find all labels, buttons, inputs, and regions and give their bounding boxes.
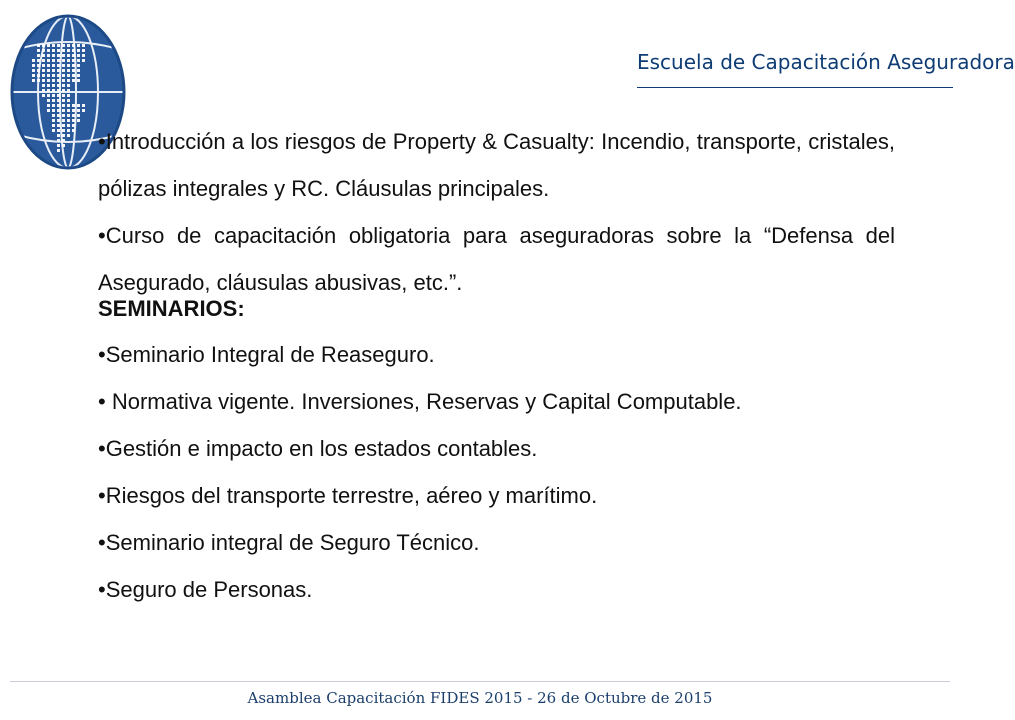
logo-dot [67,94,70,97]
logo-dot [72,109,75,112]
logo-dot [62,109,65,112]
logo-dot [52,69,55,72]
logo-dot [57,104,60,107]
footer-divider [10,681,950,682]
logo-dot [72,124,75,127]
logo-dot [32,74,35,77]
logo-dot [77,114,80,117]
logo-dot [77,79,80,82]
logo-dot [52,79,55,82]
logo-dot [57,144,60,147]
logo-dot [52,84,55,87]
logo-dot [67,99,70,102]
intro-item-course [98,212,895,306]
logo-dot [62,114,65,117]
logo-dot [67,119,70,122]
logo-dot [77,54,80,57]
logo-dot [57,74,60,77]
logo-dot [67,134,70,137]
logo-dot [47,89,50,92]
globe-logo-icon [8,12,100,172]
logo-dot [32,64,35,67]
logo-dot [47,49,50,52]
logo-dot [52,109,55,112]
logo-dot [52,59,55,62]
logo-dot [37,54,40,57]
seminar-item: •Seminario Integral de Reaseguro. [98,342,435,367]
logo-dot [57,149,60,152]
logo-dot [67,64,70,67]
logo-dot [67,109,70,112]
header-divider [637,87,953,88]
logo-dot [57,109,60,112]
logo-dot [32,79,35,82]
logo-dot [62,74,65,77]
logo-dot [72,104,75,107]
logo-dot [47,104,50,107]
logo-dot [42,54,45,57]
footer-text: Asamblea Capacitación FIDES 2015 - 26 de Octubre de 2015 [247,689,713,707]
logo-dot [77,59,80,62]
logo-dot [67,54,70,57]
logo-dot [67,84,70,87]
logo-dot [47,44,50,47]
logo-dot [52,44,55,47]
logo-dot [52,74,55,77]
logo-dot [52,114,55,117]
logo-dot [62,89,65,92]
logo-dot [57,84,60,87]
logo-dot [62,104,65,107]
logo-dot [62,119,65,122]
logo-dot [62,99,65,102]
logo-dot [62,124,65,127]
logo-dot [57,54,60,57]
intro-item-text: Introducción a los riesgos de Property & Casualty: Incendio, transporte, cristales, pólizas integrales y RC. Cláusulas principales. [98,129,895,201]
logo-dot [47,59,50,62]
logo-dot [82,49,85,52]
logo-dot [42,89,45,92]
seminars-list [98,331,895,613]
logo-dot [72,44,75,47]
logo-dot [52,124,55,127]
intro-item-text: Curso de capacitación obligatoria para aseguradoras sobre la “Defensa del Asegurado, cláusulas abusivas, etc.”. [98,223,895,295]
logo-dot [47,99,50,102]
logo-dot [62,49,65,52]
logo-dot [37,64,40,67]
logo-dot [37,79,40,82]
logo-dot [62,129,65,132]
seminars-heading: SEMINARIOS: [98,296,245,321]
logo-dot [67,89,70,92]
logo-dot [57,119,60,122]
logo-dot [72,74,75,77]
logo-dot [32,59,35,62]
logo-dot [42,64,45,67]
logo-dot [82,109,85,112]
logo-dot [72,49,75,52]
logo-dot [62,79,65,82]
logo-dot [67,124,70,127]
seminar-item: • Normativa vigente. Inversiones, Reservas y Capital Computable. [98,389,742,414]
logo-dot [62,64,65,67]
logo-dot [67,44,70,47]
logo-dot [72,114,75,117]
logo-dot [42,59,45,62]
logo-dot [37,59,40,62]
bullet: • [98,129,106,154]
logo-dot [52,104,55,107]
logo-dot [57,99,60,102]
logo-dot [77,64,80,67]
logo-dot [62,84,65,87]
logo-dot [47,94,50,97]
logo-dot [42,94,45,97]
logo-dot [57,94,60,97]
logo-dot [67,129,70,132]
logo-dot [72,59,75,62]
logo-dot [72,64,75,67]
logo-dot [57,44,60,47]
logo-dot [77,119,80,122]
logo-dot [77,49,80,52]
logo-dot [32,69,35,72]
logo-dot [57,59,60,62]
logo-dot [57,79,60,82]
logo-dot [37,69,40,72]
logo-dot [77,44,80,47]
logo-dot [57,49,60,52]
logo-dot [62,69,65,72]
logo-dot [47,74,50,77]
logo-dot [57,114,60,117]
logo-dot [52,49,55,52]
logo-dot [42,44,45,47]
logo-dot [52,54,55,57]
logo-dot [47,64,50,67]
logo-dot [77,69,80,72]
logo-dot [67,74,70,77]
logo-dot [62,94,65,97]
logo-dot [62,139,65,142]
logo-dot [62,59,65,62]
logo-dot [77,104,80,107]
logo-dot [42,74,45,77]
logo-dot [67,69,70,72]
seminar-item: •Riesgos del transporte terrestre, aéreo y marítimo. [98,483,598,508]
logo-dot [67,104,70,107]
logo-dot [77,74,80,77]
seminar-item: •Seminario integral de Seguro Técnico. [98,530,480,555]
logo-dot [62,144,65,147]
logo-dot [52,129,55,132]
logo-dot [57,69,60,72]
logo-dot [42,49,45,52]
header-title: Escuela de Capacitación Aseguradora [637,50,1015,74]
logo-dot [67,49,70,52]
logo-dot [42,69,45,72]
logo-dot [67,114,70,117]
logo-dot [62,44,65,47]
logo-dot [82,104,85,107]
logo-dot [72,119,75,122]
logo-dot [37,44,40,47]
logo-dot [62,134,65,137]
logo-dot [57,124,60,127]
logo-dot [37,49,40,52]
seminar-item: •Seguro de Personas. [98,577,313,602]
logo-dot [52,64,55,67]
logo-dot [57,134,60,137]
logo-dot [57,64,60,67]
slide-content [98,118,895,613]
seminar-item: •Gestión e impacto en los estados contables. [98,436,538,461]
logo-dot [77,109,80,112]
logo-dot [72,54,75,57]
logo-dot [47,54,50,57]
logo-dot [67,59,70,62]
logo-dot [62,54,65,57]
logo-dot [52,89,55,92]
logo-dot [47,69,50,72]
logo-dot [57,139,60,142]
logo-dot [72,129,75,132]
logo-dot [42,84,45,87]
logo-dot [72,69,75,72]
logo-dot [82,44,85,47]
logo-dot [67,79,70,82]
logo-dot [57,129,60,132]
logo-dot [52,99,55,102]
logo-dot [47,79,50,82]
logo-dot [72,79,75,82]
logo-dot [42,79,45,82]
logo-dot [57,89,60,92]
logo-dot [47,84,50,87]
bullet: • [98,223,106,248]
logo-dot [37,74,40,77]
logo-dot [82,59,85,62]
logo-dot [52,119,55,122]
logo-dot [52,94,55,97]
logo-dot [47,109,50,112]
logo-dot [82,54,85,57]
intro-item-property-casualty [98,118,895,212]
